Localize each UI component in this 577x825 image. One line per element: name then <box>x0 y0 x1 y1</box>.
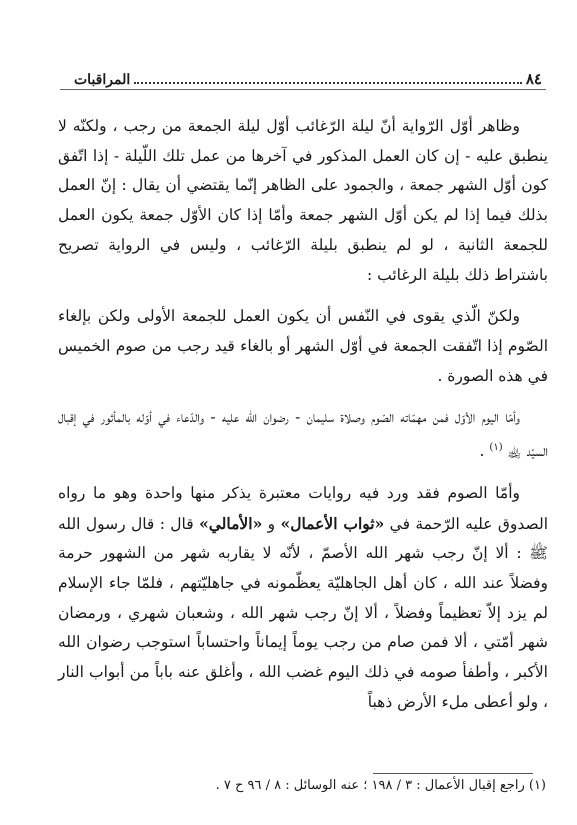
footnote-marker[interactable]: (١) <box>489 442 503 454</box>
paragraph-1: وظاهر أوّل الرّواية أنّ ليلة الرّغائب أوّل ليلة الجمعة من رجب ، ولكنّه لا ينطبق عليه - إن كان العمل المذكور في آخرها من عمل تلك اللّيلة - إذا اتّفق كون أوّل الشهر جمعة ، والجمود على الظاهر إنّما يقتضي أن يقال : إنّ العمل بذلك فيما إذا لم يكن أوّل الشهر جمعة وأمّا إذا كان الأوّل جمعة يكون العمل للجمعة الثانية ، لو لم ينطبق بليلة الرّغائب ، وليس في الرواية تصريح باشتراط ذلك بليلة الرغائب : <box>58 117 548 284</box>
paragraph-4-mid: و <box>262 514 281 533</box>
paragraph-4-after: قال : قال رسول الله ﷺ : ألا إنّ رجب شهر الله الأصمّ ، لأنّه لا يقاربه شهر من الشهور حرمة وفضلاً عند الله ، كان أهل الجاهليّة يعظّمونه في جاهليّتهم ، فلمّا جاء الإسلام لم يزد إلاّ تعظيماً وفضلاً ، ألا إنّ رجب شهر الله ، وشعبان شهري ، ورمضان شهر أمّتي ، ألا فمن صام من رجب يوماً إيماناً واحتساباً استوجب رضوان الله الأكبر ، وأطفأ صومه في ذلك اليوم غضب الله ، وأغلق عنه باباً من أبواب النار ، ولو أعطى ملء الأرض ذهباً <box>58 514 548 711</box>
paragraph-3: وأمّا اليوم الأوّل فمن مهمّاته الصّوم وصلاة سليمان - رضوان الله عليه - والدّعاء في أوّله بالمأثور في إقبال السيّد ﵀ $^{(١)}$ . <box>58 408 548 461</box>
book-title-amali: «الأمالي» <box>199 513 263 533</box>
paragraph-4 <box>58 479 548 718</box>
footnote: (١) راجع إقبال الأعمال : ٣ / ١٩٨ ؛ عنه الوسائل : ٨ / ٩٦ ح ٧ . <box>215 778 546 793</box>
footnote-rule <box>373 773 533 774</box>
paragraph-3-text: وأمّا اليوم الأوّل فمن مهمّاته الصّوم وصلاة سليمان - رضوان الله عليه - والدّعاء في أوّله بالمأثور في إقبال السيّد ﵀ <box>58 408 548 461</box>
chapter-title: المراقبات <box>74 72 131 88</box>
main-text <box>58 112 548 730</box>
book-title-thawab: «ثواب الأعمال» <box>280 513 385 533</box>
header-rule <box>60 89 546 90</box>
header-dot-leader <box>134 81 522 84</box>
running-header <box>74 62 542 88</box>
paragraph-2: ولكنّ الّذي يقوى في النّفس أن يكون العمل للجمعة الأولى ولكن بإلغاء الصّوم إذا اتّفقت الجمعة في أوّل الشهر أو بالغاء قيد رجب من صوم الخميس في هذه الصورة . <box>58 307 548 385</box>
paragraph-4-before: وأمّا الصوم فقد ورد فيه روايات معتبرة يذكر منها واحدة وهو ما رواه الصدوق عليه الرّحمة في <box>58 483 548 533</box>
page-number: ٨٤ <box>525 70 542 88</box>
